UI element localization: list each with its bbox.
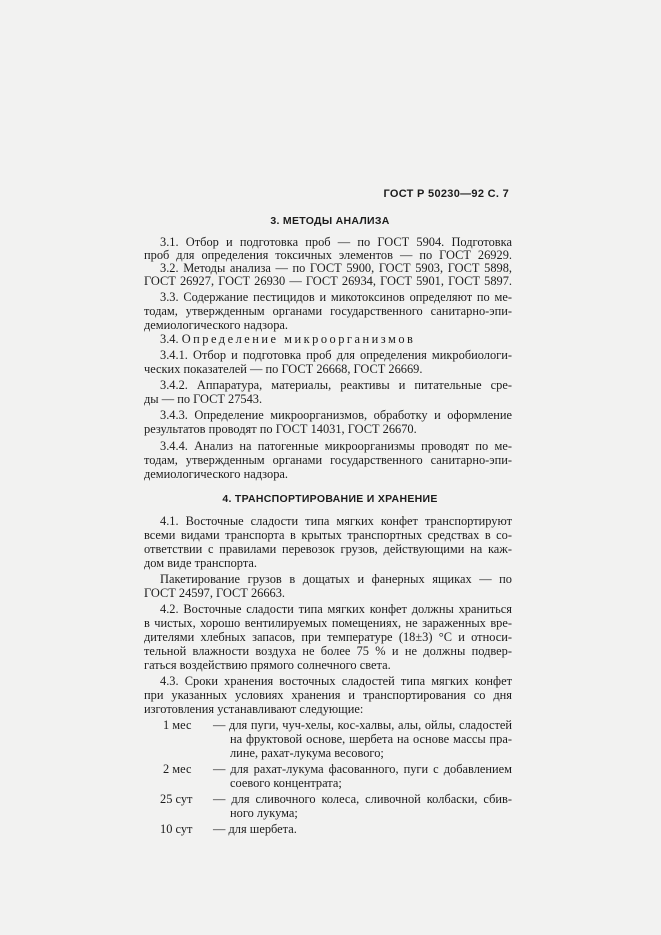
- paragraph-line: 3.4.2. Аппаратура, материалы, реактивы и питательные сре-: [160, 378, 512, 392]
- subsection-heading-text: [160, 332, 415, 346]
- paragraph-line: 4.2. Восточные сладости типа мягких конфет должны храниться: [160, 602, 512, 616]
- section-4-title: 4. ТРАНСПОРТИРОВАНИЕ И ХРАНЕНИЕ: [222, 493, 438, 505]
- storage-desc: соевого концентрата;: [230, 776, 342, 790]
- subsection-number: 3.4.: [160, 332, 182, 346]
- paragraph-line: ческих показателей — по ГОСТ 26668, ГОСТ 26669.: [144, 362, 423, 376]
- storage-desc: — для сливочного колеса, сливочной колбаски, сбив-: [213, 792, 512, 806]
- paragraph-line: Пакетирование грузов в дощатых и фанерных ящиках — по: [160, 572, 512, 586]
- paragraph-line: ГОСТ 26927, ГОСТ 26930 — ГОСТ 26934, ГОСТ 5901, ГОСТ 5897.: [144, 274, 512, 288]
- storage-term: 10 сут: [160, 822, 193, 836]
- storage-desc: — для шербета.: [213, 822, 297, 836]
- paragraph-line: ответствии с правилами перевозок грузов, действующими на каж-: [144, 542, 512, 556]
- paragraph-line: 3.1. Отбор и подготовка проб — по ГОСТ 5904. Подготовка: [160, 235, 512, 249]
- storage-desc: лине, рахат-лукума весового;: [230, 746, 384, 760]
- paragraph-line: в чистых, хорошо вентилируемых помещениях, не зараженных вре-: [144, 616, 512, 630]
- paragraph-line: тодам, утвержденным органами государственного санитарно-эпи-: [144, 304, 512, 318]
- storage-term: 2 мес: [163, 762, 192, 776]
- paragraph-line: тодам, утвержденным органами государственного санитарно-эпи-: [144, 453, 512, 467]
- paragraph-line: 3.4.1. Отбор и подготовка проб для определения микробиологи-: [160, 348, 512, 362]
- paragraph-line: 3.4.4. Анализ на патогенные микроорганизмы проводят по ме-: [160, 439, 512, 453]
- paragraph-line: 3.4.3. Определение микроорганизмов, обработку и оформление: [160, 408, 512, 422]
- paragraph-line: результатов проводят по ГОСТ 14031, ГОСТ 26670.: [144, 422, 417, 436]
- paragraph-line: тельной влажности воздуха не более 75 % и не должны подвер-: [144, 644, 512, 658]
- subsection-heading: [160, 332, 415, 346]
- paragraph-line: ГОСТ 24597, ГОСТ 26663.: [144, 586, 286, 600]
- subsection-spaced-title: Определение микроорганизмов: [181, 332, 416, 346]
- storage-desc: — для пуги, чуч-хелы, кос-халвы, алы, ойлы, сладостей: [213, 718, 512, 732]
- storage-term: 1 мес: [163, 718, 192, 732]
- paragraph-line: демиологического надзора.: [144, 318, 288, 332]
- storage-desc: на фруктовой основе, шербета на основе массы пра-: [230, 732, 512, 746]
- paragraph-line: дителями хлебных запасов, при температуре (18±3) °С и относи-: [144, 630, 512, 644]
- paragraph-line: ды — по ГОСТ 27543.: [144, 392, 263, 406]
- paragraph-line: дом виде транспорта.: [144, 556, 257, 570]
- storage-desc: ного лукума;: [230, 806, 298, 820]
- paragraph-line: всеми видами транспорта в крытых транспортных средствах в со-: [144, 528, 512, 542]
- paragraph-line: проб для определения токсичных элементов — по ГОСТ 26929.: [144, 248, 512, 262]
- paragraph-line: гаться воздействию прямого солнечного света.: [144, 658, 391, 672]
- section-3-title: 3. МЕТОДЫ АНАЛИЗА: [270, 215, 390, 227]
- paragraph-line: 3.3. Содержание пестицидов и микотоксинов определяют по ме-: [160, 290, 512, 304]
- paragraph-line: 3.2. Методы анализа — по ГОСТ 5900, ГОСТ 5903, ГОСТ 5898,: [160, 261, 512, 275]
- storage-term: 25 сут: [160, 792, 193, 806]
- paragraph-line: демиологического надзора.: [144, 467, 288, 481]
- page-header: ГОСТ Р 50230—92 С. 7: [383, 188, 509, 200]
- paragraph-line: 4.3. Сроки хранения восточных сладостей типа мягких конфет: [160, 674, 512, 688]
- storage-desc: — для рахат-лукума фасованного, пуги с добавлением: [213, 762, 512, 776]
- paragraph-line: изготовления устанавливают следующие:: [144, 702, 364, 716]
- paragraph-line: при указанных условиях хранения и транспортирования со дня: [144, 688, 512, 702]
- paragraph-line: 4.1. Восточные сладости типа мягких конфет транспортируют: [160, 514, 512, 528]
